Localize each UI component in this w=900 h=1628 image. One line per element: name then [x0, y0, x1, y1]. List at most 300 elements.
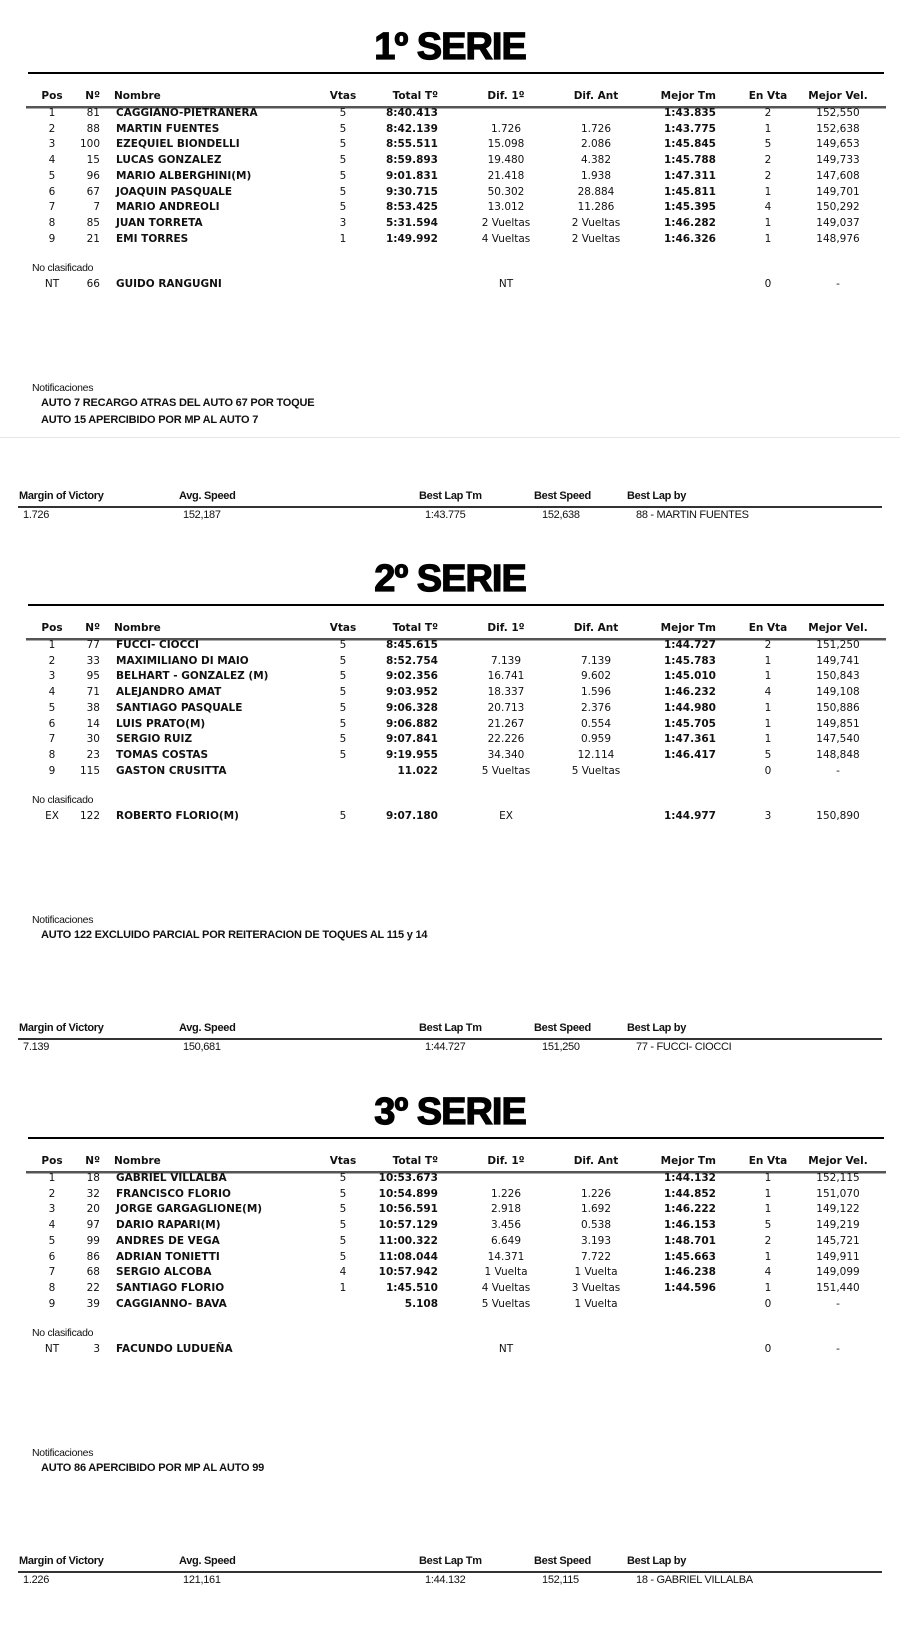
cell-difant: 11.286	[577, 201, 615, 214]
cell-best-tm: 1:45.395	[663, 201, 716, 214]
not-classified-row	[0, 1341, 900, 1357]
cell-pos: 9	[48, 764, 56, 777]
cell-name: ROBERTO FLORIO(M)	[116, 810, 239, 822]
results-header-row	[0, 622, 900, 638]
cell-pos: 1	[48, 639, 56, 651]
cell-best-tm: 1:44.980	[663, 701, 716, 714]
cell-total: 9:02.356	[385, 670, 438, 683]
cell-best-vel: 149,733	[816, 154, 860, 167]
cell-laps: 1	[339, 232, 347, 245]
cell-en-vta: 1	[764, 1203, 772, 1216]
cell-best-tm: 1:45.783	[663, 654, 716, 667]
cell-best-vel: 147,608	[816, 169, 860, 182]
summary-margin-header: Margin of Victory	[19, 1022, 104, 1034]
cell-en-vta: 2	[764, 639, 772, 651]
not-classified-label: No clasificado	[32, 1327, 94, 1339]
cell-num: 32	[86, 1187, 100, 1200]
cell-name: JOAQUIN PASQUALE	[116, 185, 233, 198]
summary-best-lap-tm-value: 1:44.727	[425, 1041, 466, 1053]
cell-best-vel: -	[836, 278, 840, 290]
col-laps-header: Vtas	[329, 90, 357, 102]
cell-name: JUAN TORRETA	[116, 216, 203, 229]
col-total-header: Total Tº	[392, 1155, 438, 1167]
cell-en-vta: 0	[764, 1343, 772, 1355]
serie-title: 1º SERIE	[374, 26, 526, 68]
result-row	[0, 136, 900, 152]
cell-difant: 1.596	[580, 686, 612, 699]
cell-num: 71	[86, 686, 100, 699]
col-en-vta-header: En Vta	[748, 90, 788, 102]
cell-best-vel: 148,976	[816, 232, 860, 245]
cell-pos: 7	[48, 1266, 56, 1279]
cell-pos: 1	[48, 107, 56, 119]
cell-num: 39	[86, 1297, 100, 1310]
summary-best-speed-header: Best Speed	[534, 1022, 591, 1034]
col-best-tm-header: Mejor Tm	[660, 1155, 716, 1167]
cell-name: ALEJANDRO AMAT	[116, 686, 222, 699]
cell-pos: 8	[48, 1281, 56, 1294]
result-row	[0, 199, 900, 215]
cell-laps: 5	[339, 639, 347, 651]
cell-best-vel: 150,890	[816, 810, 860, 822]
summary-divider	[18, 1571, 882, 1573]
cell-total: 9:06.328	[385, 701, 438, 714]
cell-best-tm: 1:46.232	[663, 686, 716, 699]
result-row	[0, 1296, 900, 1312]
cell-laps: 5	[339, 1172, 347, 1184]
cell-best-tm: 1:46.222	[663, 1203, 716, 1216]
cell-num: 18	[86, 1172, 100, 1184]
cell-num: 7	[93, 201, 100, 214]
cell-best-vel: 151,070	[816, 1187, 860, 1200]
cell-laps: 5	[339, 169, 347, 182]
cell-dif1: 4 Vueltas	[481, 1281, 531, 1294]
cell-dif1: NT	[498, 1343, 514, 1355]
cell-laps: 3	[339, 216, 347, 229]
cell-en-vta: 1	[764, 1250, 772, 1263]
cell-difant: 1 Vuelta	[574, 1266, 618, 1279]
cell-difant: 2 Vueltas	[571, 232, 621, 245]
cell-name: FRANCISCO FLORIO	[116, 1187, 231, 1200]
cell-best-vel: -	[836, 1297, 840, 1310]
col-en-vta-header: En Vta	[748, 1155, 788, 1167]
cell-num: 15	[86, 154, 100, 167]
cell-dif1: 16.741	[487, 670, 525, 683]
result-row	[0, 1217, 900, 1233]
notification-item: AUTO 86 APERCIBIDO POR MP AL AUTO 99	[41, 1462, 265, 1474]
cell-difant: 2.376	[580, 701, 612, 714]
cell-best-vel: 150,292	[816, 201, 860, 214]
cell-best-vel: 149,037	[816, 216, 860, 229]
cell-best-tm: 1:48.701	[663, 1234, 716, 1247]
summary-best-lap-by-value: 88 - MARTIN FUENTES	[636, 509, 749, 521]
summary-avg-speed-value: 152,187	[183, 509, 221, 521]
cell-en-vta: 1	[764, 122, 772, 135]
cell-en-vta: 0	[764, 278, 772, 290]
cell-name: SERGIO ALCOBA	[116, 1266, 212, 1279]
cell-total: 9:19.955	[385, 748, 438, 761]
cell-pos: 5	[48, 169, 56, 182]
col-pos-header: Pos	[41, 1155, 63, 1167]
cell-dif1: 1.726	[490, 122, 522, 135]
cell-dif1: 5 Vueltas	[481, 1297, 531, 1310]
summary-best-speed-header: Best Speed	[534, 490, 591, 502]
serie-title: 3º SERIE	[374, 1091, 526, 1133]
cell-num: 21	[86, 232, 100, 245]
result-row	[0, 668, 900, 684]
cell-name: SERGIO RUIZ	[116, 733, 193, 746]
cell-laps: 5	[339, 1234, 347, 1247]
cell-name: JORGE GARGAGLIONE(M)	[116, 1203, 263, 1216]
summary-best-lap-by-value: 18 - GABRIEL VILLALBA	[636, 1574, 753, 1586]
result-row	[0, 105, 900, 121]
cell-en-vta: 1	[764, 1187, 772, 1200]
result-row	[0, 684, 900, 700]
cell-en-vta: 5	[764, 1219, 772, 1232]
title-rule	[28, 72, 884, 74]
result-row	[0, 1201, 900, 1217]
title-rule	[28, 604, 884, 606]
cell-dif1: 7.139	[490, 654, 522, 667]
summary-avg-speed-header: Avg. Speed	[179, 1555, 236, 1567]
col-laps-header: Vtas	[329, 1155, 357, 1167]
cell-laps: 5	[339, 701, 347, 714]
summary-avg-speed-header: Avg. Speed	[179, 1022, 236, 1034]
cell-difant: 5 Vueltas	[571, 764, 621, 777]
cell-best-vel: -	[836, 764, 840, 777]
cell-num: 3	[93, 1343, 100, 1355]
cell-pos: 6	[48, 717, 56, 730]
cell-dif1: 1.226	[490, 1187, 522, 1200]
result-row	[0, 716, 900, 732]
col-dif1-header: Dif. 1º	[487, 1155, 525, 1167]
cell-best-tm: 1:44.852	[663, 1187, 716, 1200]
col-pos-header: Pos	[41, 622, 63, 634]
notifications-label: Notificaciones	[32, 382, 94, 394]
result-row	[0, 121, 900, 137]
serie-title: 2º SERIE	[374, 558, 526, 600]
result-row	[0, 215, 900, 231]
cell-pos: 7	[48, 733, 56, 746]
cell-total: 10:57.942	[378, 1266, 438, 1279]
cell-num: 33	[86, 654, 100, 667]
result-row	[0, 1280, 900, 1296]
cell-best-vel: 152,550	[816, 107, 860, 119]
cell-name: MARIO ANDREOLI	[116, 201, 220, 214]
cell-num: 95	[86, 670, 100, 683]
cell-dif1: 4 Vueltas	[481, 232, 531, 245]
cell-en-vta: 1	[764, 185, 772, 198]
summary-best-lap-by-header: Best Lap by	[627, 1555, 687, 1567]
cell-en-vta: 4	[764, 1266, 772, 1279]
cell-difant: 3 Vueltas	[571, 1281, 621, 1294]
result-row	[0, 152, 900, 168]
cell-name: FACUNDO LUDUEÑA	[116, 1343, 233, 1355]
cell-total: 9:30.715	[385, 185, 438, 198]
cell-name: GASTON CRUSITTA	[116, 764, 227, 777]
summary-avg-speed-value: 150,681	[183, 1041, 221, 1053]
notifications-label: Notificaciones	[32, 1447, 94, 1459]
cell-dif1: 34.340	[487, 748, 525, 761]
cell-num: 86	[86, 1250, 100, 1263]
cell-name: ANDRES DE VEGA	[116, 1234, 220, 1247]
cell-best-vel: 152,638	[816, 122, 860, 135]
cell-dif1: 13.012	[487, 201, 525, 214]
cell-name: EMI TORRES	[116, 232, 189, 245]
result-row	[0, 184, 900, 200]
cell-pos: 3	[48, 138, 56, 151]
cell-en-vta: 1	[764, 717, 772, 730]
summary-margin-value: 7.139	[23, 1041, 50, 1053]
cell-en-vta: 2	[764, 107, 772, 119]
col-laps-header: Vtas	[329, 622, 357, 634]
cell-en-vta: 2	[764, 169, 772, 182]
cell-best-vel: 152,115	[816, 1172, 860, 1184]
cell-dif1: 6.649	[490, 1234, 522, 1247]
col-best-tm-header: Mejor Tm	[660, 622, 716, 634]
cell-total: 9:06.882	[385, 717, 438, 730]
cell-total: 5:31.594	[385, 216, 438, 229]
cell-laps: 5	[339, 686, 347, 699]
cell-laps: 5	[339, 733, 347, 746]
cell-en-vta: 5	[764, 748, 772, 761]
cell-dif1: 50.302	[487, 185, 525, 198]
result-row	[0, 1186, 900, 1202]
cell-name: FUCCI- CIOCCI	[116, 639, 199, 651]
result-row	[0, 763, 900, 779]
notification-item: AUTO 122 EXCLUIDO PARCIAL POR REITERACION DE TOQUES AL 115 y 14	[41, 929, 428, 941]
result-row	[0, 653, 900, 669]
cell-total: 10:53.673	[378, 1172, 438, 1184]
cell-best-tm: 1:44.132	[663, 1172, 716, 1184]
cell-dif1: 2 Vueltas	[481, 216, 531, 229]
cell-best-vel: 149,108	[816, 686, 860, 699]
summary-avg-speed-header: Avg. Speed	[179, 490, 236, 502]
not-classified-row	[0, 808, 900, 824]
cell-name: BELHART - GONZALEZ (M)	[116, 670, 269, 683]
col-name-header: Nombre	[114, 622, 161, 634]
cell-en-vta: 1	[764, 654, 772, 667]
notifications-label: Notificaciones	[32, 914, 94, 926]
cell-total: 8:55.511	[385, 138, 438, 151]
cell-name: GABRIEL VILLALBA	[116, 1172, 227, 1184]
cell-dif1: EX	[499, 810, 513, 822]
cell-best-vel: 151,440	[816, 1281, 860, 1294]
cell-num: 68	[86, 1266, 100, 1279]
cell-pos: 6	[48, 185, 56, 198]
cell-num: 14	[86, 717, 100, 730]
cell-total: 1:45.510	[385, 1281, 438, 1294]
cell-pos: 9	[48, 232, 56, 245]
cell-num: 122	[79, 810, 100, 822]
results-header-row	[0, 1155, 900, 1171]
cell-dif1: 22.226	[487, 733, 525, 746]
cell-total: 1:49.992	[385, 232, 438, 245]
cell-difant: 2.086	[580, 138, 612, 151]
cell-best-vel: 149,701	[816, 185, 860, 198]
cell-laps: 5	[339, 154, 347, 167]
cell-difant: 1 Vuelta	[574, 1297, 618, 1310]
cell-laps: 4	[339, 1266, 347, 1279]
cell-best-tm: 1:45.788	[663, 154, 716, 167]
cell-difant: 2 Vueltas	[571, 216, 621, 229]
cell-difant: 1.226	[580, 1187, 612, 1200]
col-best-vel-header: Mejor Vel.	[808, 1155, 868, 1167]
col-en-vta-header: En Vta	[748, 622, 788, 634]
cell-laps: 5	[339, 1219, 347, 1232]
cell-name: GUIDO RANGUGNI	[116, 278, 222, 290]
cell-best-vel: 150,843	[816, 670, 860, 683]
cell-dif1: 5 Vueltas	[481, 764, 531, 777]
cell-pos: 3	[48, 1203, 56, 1216]
cell-pos: 8	[48, 748, 56, 761]
cell-dif1: NT	[498, 278, 514, 290]
cell-pos: NT	[44, 278, 60, 290]
cell-best-vel: 149,099	[816, 1266, 860, 1279]
cell-laps: 5	[339, 810, 347, 822]
cell-best-vel: 149,122	[816, 1203, 860, 1216]
title-rule	[28, 1137, 884, 1139]
cell-dif1: 20.713	[487, 701, 525, 714]
cell-total: 8:42.139	[385, 122, 438, 135]
col-num-header: Nº	[85, 1155, 100, 1167]
cell-total: 9:07.180	[385, 810, 438, 822]
cell-pos: 2	[48, 1187, 56, 1200]
cell-num: 81	[86, 107, 100, 119]
cell-en-vta: 1	[764, 1281, 772, 1294]
cell-total: 8:52.754	[385, 654, 438, 667]
cell-name: DARIO RAPARI(M)	[116, 1219, 221, 1232]
cell-best-tm: 1:45.705	[663, 717, 716, 730]
col-dif1-header: Dif. 1º	[487, 622, 525, 634]
cell-best-tm: 1:47.361	[663, 733, 716, 746]
cell-laps: 5	[339, 670, 347, 683]
cell-best-vel: 145,721	[816, 1234, 860, 1247]
cell-laps: 5	[339, 717, 347, 730]
cell-best-tm: 1:44.596	[663, 1281, 716, 1294]
cell-name: ADRIAN TONIETTI	[116, 1250, 220, 1263]
cell-num: 23	[86, 748, 100, 761]
cell-total: 10:54.899	[378, 1187, 438, 1200]
cell-best-vel: 149,911	[816, 1250, 860, 1263]
cell-en-vta: 1	[764, 232, 772, 245]
cell-best-vel: 147,540	[816, 733, 860, 746]
col-total-header: Total Tº	[392, 90, 438, 102]
cell-en-vta: 2	[764, 154, 772, 167]
summary-best-lap-tm-header: Best Lap Tm	[419, 1022, 482, 1034]
summary-best-speed-value: 152,638	[542, 509, 580, 521]
cell-en-vta: 1	[764, 733, 772, 746]
cell-num: 88	[86, 122, 100, 135]
cell-best-vel: 149,219	[816, 1219, 860, 1232]
cell-num: 77	[86, 639, 100, 651]
cell-num: 115	[79, 764, 100, 777]
cell-best-tm: 1:45.010	[663, 670, 716, 683]
cell-name: CAGGIANO-PIETRANERA	[116, 107, 258, 119]
cell-best-vel: 149,653	[816, 138, 860, 151]
summary-best-lap-tm-header: Best Lap Tm	[419, 1555, 482, 1567]
cell-total: 8:53.425	[385, 201, 438, 214]
not-classified-label: No clasificado	[32, 794, 94, 806]
cell-name: SANTIAGO FLORIO	[116, 1281, 225, 1294]
cell-num: 85	[86, 216, 100, 229]
cell-best-tm: 1:46.282	[663, 216, 716, 229]
cell-total: 10:57.129	[378, 1219, 438, 1232]
col-best-tm-header: Mejor Tm	[660, 90, 716, 102]
cell-laps: 5	[339, 185, 347, 198]
cell-dif1: 1 Vuelta	[484, 1266, 528, 1279]
cell-best-tm: 1:46.417	[663, 748, 716, 761]
col-num-header: Nº	[85, 90, 100, 102]
cell-pos: 9	[48, 1297, 56, 1310]
cell-laps: 5	[339, 654, 347, 667]
summary-best-lap-by-header: Best Lap by	[627, 1022, 687, 1034]
cell-best-vel: 150,886	[816, 701, 860, 714]
cell-pos: 4	[48, 686, 56, 699]
cell-total: 8:59.893	[385, 154, 438, 167]
cell-best-tm: 1:45.845	[663, 138, 716, 151]
cell-name: LUIS PRATO(M)	[116, 717, 206, 730]
cell-en-vta: 1	[764, 216, 772, 229]
cell-best-tm: 1:45.811	[663, 185, 716, 198]
cell-best-vel: 149,741	[816, 654, 860, 667]
cell-num: 66	[86, 278, 100, 290]
cell-pos: NT	[44, 1343, 60, 1355]
results-header-row	[0, 90, 900, 106]
summary-best-lap-tm-value: 1:43.775	[425, 509, 466, 521]
cell-name: MARTIN FUENTES	[116, 122, 220, 135]
cell-num: 97	[86, 1219, 100, 1232]
cell-laps: 5	[339, 122, 347, 135]
cell-en-vta: 1	[764, 1172, 772, 1184]
col-name-header: Nombre	[114, 1155, 161, 1167]
cell-dif1: 14.371	[487, 1250, 525, 1263]
cell-num: 67	[86, 185, 100, 198]
cell-laps: 5	[339, 1203, 347, 1216]
cell-num: 22	[86, 1281, 100, 1294]
cell-en-vta: 2	[764, 1234, 772, 1247]
cell-num: 100	[79, 138, 100, 151]
not-classified-label: No clasificado	[32, 262, 94, 274]
cell-best-tm: 1:46.326	[663, 232, 716, 245]
col-total-header: Total Tº	[392, 622, 438, 634]
cell-num: 30	[86, 733, 100, 746]
cell-total: 11.022	[397, 764, 438, 777]
cell-dif1: 3.456	[490, 1219, 522, 1232]
cell-best-tm: 1:44.727	[663, 639, 716, 651]
cell-name: MAXIMILIANO DI MAIO	[116, 654, 249, 667]
cell-en-vta: 1	[764, 670, 772, 683]
page-divider	[0, 437, 900, 438]
cell-num: 38	[86, 701, 100, 714]
not-classified-row	[0, 276, 900, 292]
cell-difant: 0.959	[580, 733, 612, 746]
cell-total: 8:40.413	[385, 107, 438, 119]
cell-name: CAGGIANNO- BAVA	[116, 1297, 227, 1310]
cell-name: EZEQUIEL BIONDELLI	[116, 138, 240, 151]
cell-best-tm: 1:47.311	[663, 169, 716, 182]
cell-total: 5.108	[404, 1297, 438, 1310]
cell-difant: 7.722	[580, 1250, 612, 1263]
result-row	[0, 700, 900, 716]
cell-laps: 5	[339, 748, 347, 761]
summary-best-lap-tm-value: 1:44.132	[425, 1574, 466, 1586]
cell-name: TOMAS COSTAS	[116, 748, 209, 761]
cell-num: 99	[86, 1234, 100, 1247]
summary-best-speed-value: 152,115	[542, 1574, 579, 1586]
cell-dif1: 21.267	[487, 717, 525, 730]
cell-difant: 1.726	[580, 122, 612, 135]
